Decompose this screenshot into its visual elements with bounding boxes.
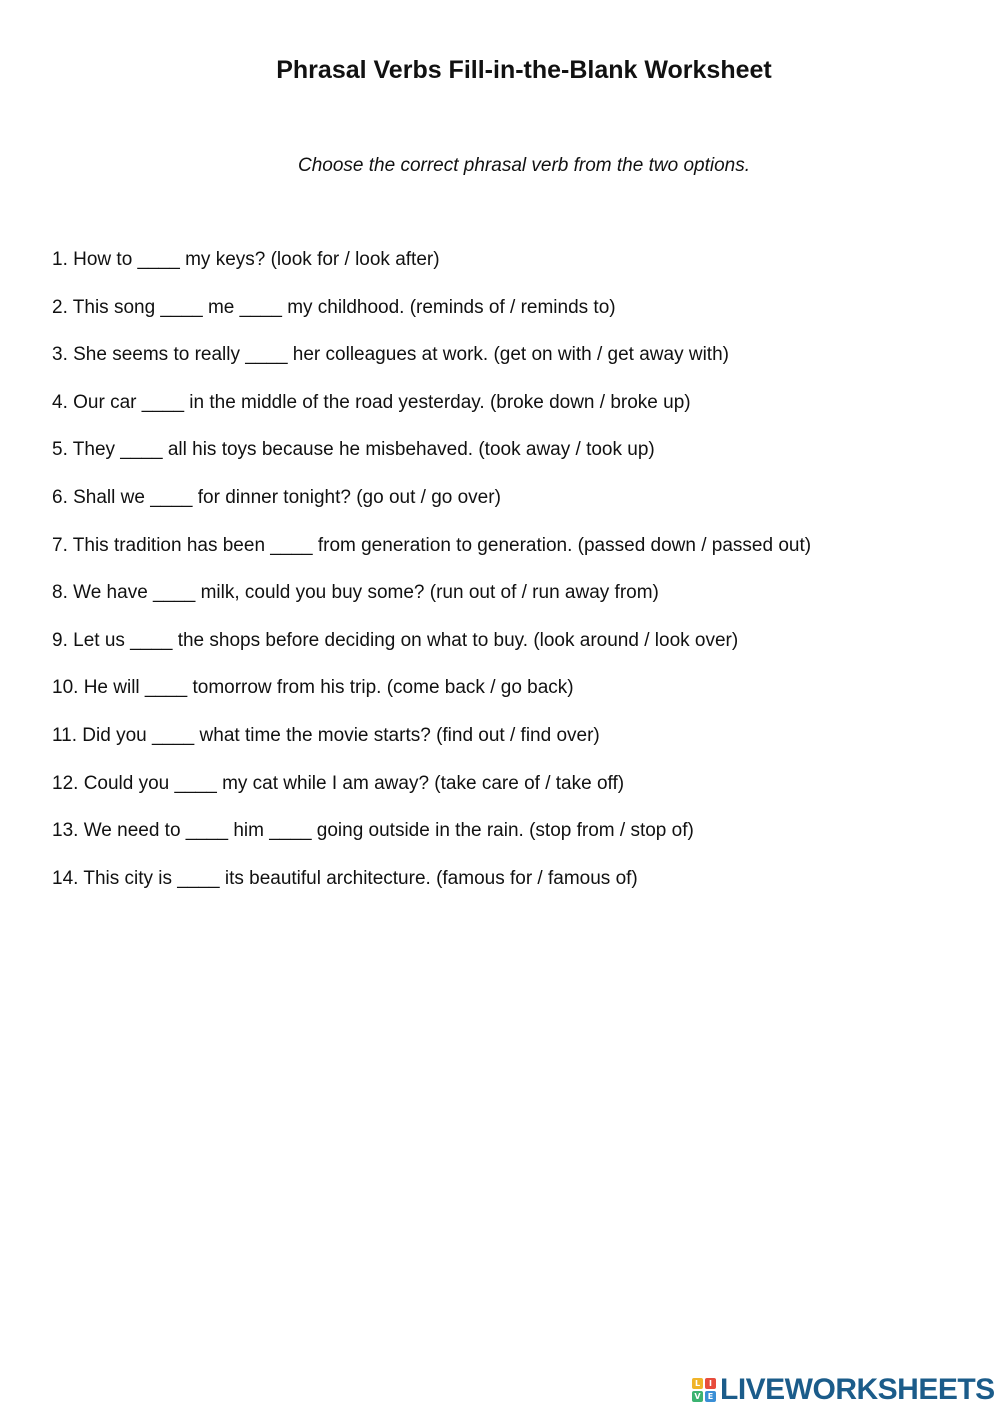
question-item: 3. She seems to really ____ her colleagues at work. (get on with / get away with) xyxy=(52,344,729,366)
logo-tile: L xyxy=(692,1378,703,1389)
question-item: 4. Our car ____ in the middle of the road yesterday. (broke down / broke up) xyxy=(52,391,691,413)
question-item: 2. This song ____ me ____ my childhood. (reminds of / reminds to) xyxy=(52,296,616,318)
logo-tile: E xyxy=(705,1391,716,1402)
logo-text: LIVEWORKSHEETS xyxy=(720,1373,995,1406)
question-item: 10. He will ____ tomorrow from his trip. (come back / go back) xyxy=(52,677,574,699)
question-item: 12. Could you ____ my cat while I am away? (take care of / take off) xyxy=(52,772,625,794)
logo-tile: V xyxy=(692,1391,703,1402)
question-list xyxy=(52,248,811,914)
question-item: 14. This city is ____ its beautiful architecture. (famous for / famous of) xyxy=(52,867,638,889)
liveworksheets-logo[interactable] xyxy=(692,1374,995,1406)
question-item: 13. We need to ____ him ____ going outside in the rain. (stop from / stop of) xyxy=(52,820,694,842)
worksheet-instructions: Choose the correct phrasal verb from the two options. xyxy=(297,155,750,176)
question-item: 8. We have ____ milk, could you buy some? (run out of / run away from) xyxy=(52,582,659,604)
question-item: 11. Did you ____ what time the movie starts? (find out / find over) xyxy=(52,724,600,746)
question-item: 5. They ____ all his toys because he misbehaved. (took away / took up) xyxy=(52,439,655,461)
liveworksheets-logo-icon xyxy=(692,1378,716,1402)
question-item: 9. Let us ____ the shops before deciding on what to buy. (look around / look over) xyxy=(52,629,739,651)
question-item: 1. How to ____ my keys? (look for / look after) xyxy=(52,249,440,270)
logo-tile: I xyxy=(705,1378,716,1389)
question-item: 6. Shall we ____ for dinner tonight? (go out / go over) xyxy=(52,486,501,508)
worksheet-title: Phrasal Verbs Fill-in-the-Blank Worksheet xyxy=(276,56,772,84)
question-item: 7. This tradition has been ____ from generation to generation. (passed down / passed out) xyxy=(52,534,812,556)
